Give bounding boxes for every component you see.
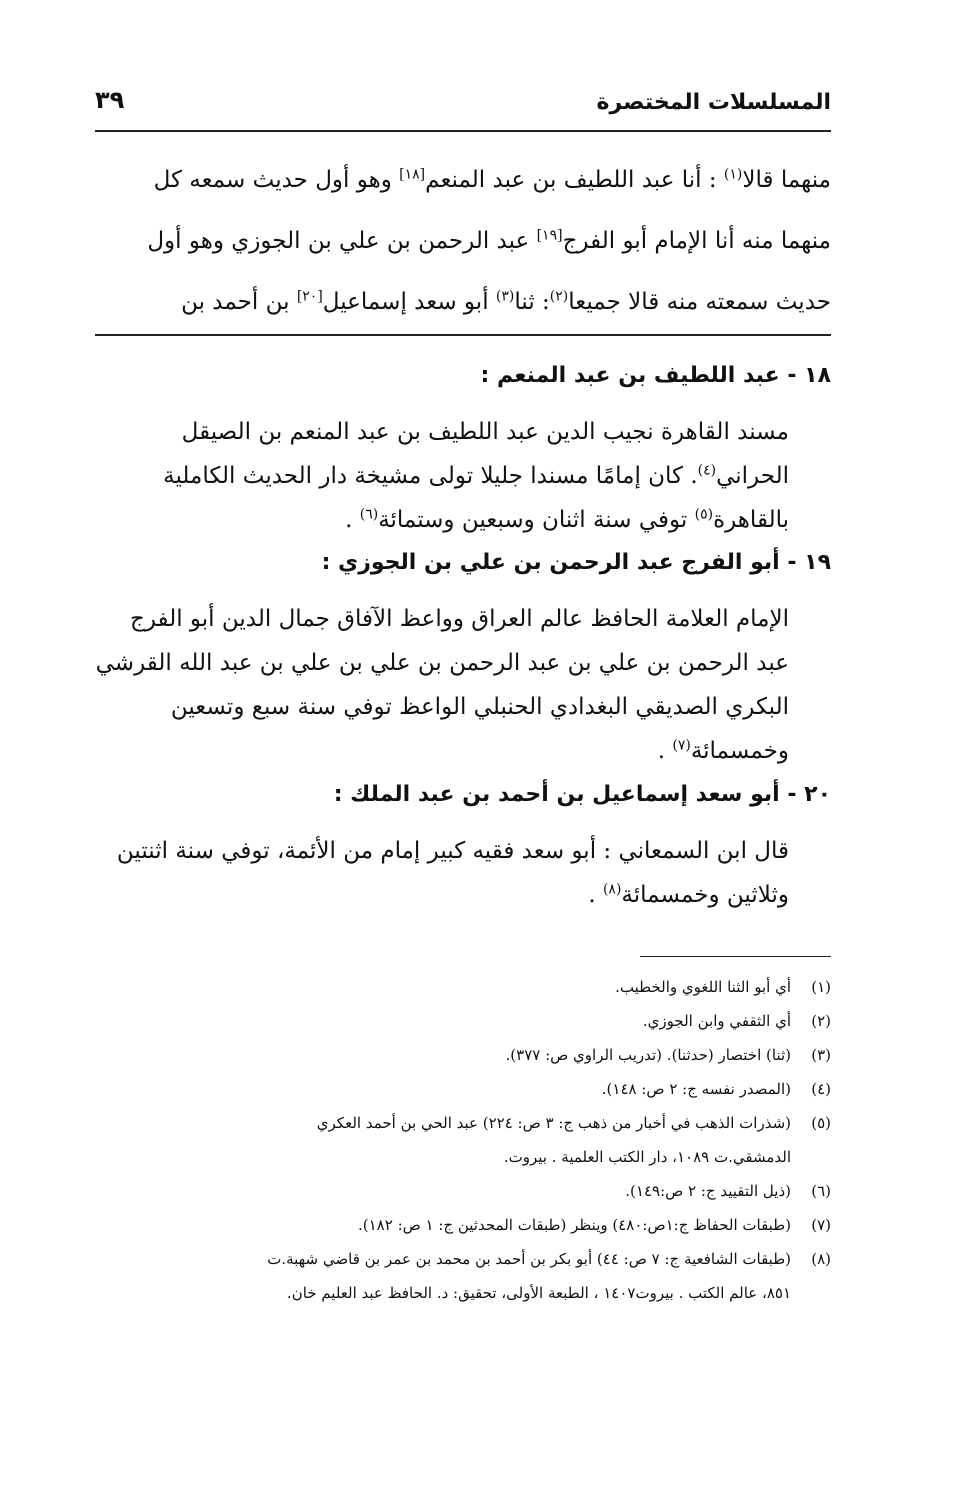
entry-line [95, 829, 789, 873]
text-run: بن أحمد بن [181, 289, 297, 315]
footnote [95, 970, 831, 1004]
text-run: أبو سعد إسماعيل [322, 289, 496, 315]
entry-heading: ٢٠ - أبو سعد إسماعيل بن أحمد بن عبد الملك : [333, 782, 831, 807]
footnote-text [95, 1004, 791, 1038]
footnote [95, 1038, 831, 1072]
entry-line [95, 873, 789, 917]
footnote-number: (٢) [811, 1012, 831, 1030]
entry-ref: [٢٠] [296, 288, 323, 305]
entry-ref: [١٩] [536, 227, 563, 244]
main-text-line [95, 272, 831, 333]
footnote-line: (ثنا) اختصار (حدثنا). (تدريب الراوي ص: ٣٧٧). [505, 1046, 791, 1064]
biography-entry-19 [95, 543, 831, 773]
entry-body [95, 597, 789, 773]
footnote-number: (٦) [811, 1182, 831, 1200]
footnote-ref: (١) [723, 166, 743, 183]
text-run: : ثنا [514, 289, 550, 315]
footnote-rule [640, 956, 831, 957]
biography-entry-20 [95, 775, 831, 917]
footnote-text [95, 1174, 791, 1208]
footnote-ref: (٣) [495, 288, 515, 305]
page-number: ٣٩ [95, 86, 125, 114]
entry-line [95, 410, 789, 454]
text-run: . [657, 738, 673, 764]
entry-ref: [١٨] [399, 166, 426, 183]
footnote-text [95, 1242, 791, 1310]
text-run: عبد الرحمن بن علي بن الجوزي وهو أول [147, 228, 537, 254]
footnote-ref: (٥) [694, 506, 714, 523]
text-run: عبد الرحمن بن علي بن عبد الرحمن بن علي بن علي بن عبد الله القرشي [95, 650, 789, 676]
footnote-line: ٨٥١، عالم الكتب . بيروت١٤٠٧ ، الطبعة الأولى، تحقيق: د. الحافظ عبد العليم خان. [286, 1284, 791, 1302]
entry-heading: ١٩ - أبو الفرج عبد الرحمن بن علي بن الجوزي : [321, 550, 831, 575]
footnote-text [95, 1038, 791, 1072]
entry-line [95, 498, 789, 542]
footnote-text [95, 970, 791, 1004]
footnote [95, 1208, 831, 1242]
text-run: : أنا عبد اللطيف بن عبد المنعم [425, 167, 724, 193]
text-run: مسند القاهرة نجيب الدين عبد اللطيف بن عبد المنعم بن الصيقل [181, 419, 789, 445]
footnote-line: (المصدر نفسه ج: ٢ ص: ١٤٨). [601, 1080, 791, 1098]
text-run: الإمام العلامة الحافظ عالم العراق وواعظ الآفاق جمال الدين أبو الفرج [130, 606, 789, 632]
section-rule [95, 334, 831, 336]
header-rule [95, 130, 831, 132]
entry-body [95, 829, 789, 917]
text-run: . [345, 507, 360, 533]
footnote-line: (طبقات الحفاظ ج:١ص:٤٨٠) وينظر (طبقات المحدثين ج: ١ ص: ١٨٢). [358, 1216, 791, 1234]
footnote [95, 1174, 831, 1208]
entry-body [95, 410, 789, 542]
text-run: وثلاثين وخمسمائة [621, 882, 789, 908]
footnote-text [95, 1208, 791, 1242]
text-run: حديث سمعته منه قالا جميعا [568, 289, 831, 315]
footnote-ref: (٨) [602, 881, 622, 898]
footnote-line: أي أبو الثنا اللغوي والخطيب. [615, 978, 791, 996]
footnote-number: (٥) [811, 1114, 831, 1132]
running-title: المسلسلات المختصرة [596, 90, 831, 115]
footnote-ref: (٧) [672, 737, 691, 754]
entry-line [95, 641, 789, 685]
footnote [95, 1072, 831, 1106]
footnote-number: (٧) [811, 1216, 831, 1234]
footnote [95, 1004, 831, 1038]
main-text-line [95, 150, 831, 211]
footnote-line: (طبقات الشافعية ج: ٧ ص: ٤٤) أبو بكر بن أحمد بن محمد بن عمر بن قاضي شهبة.ت [267, 1250, 791, 1268]
entry-line [95, 454, 789, 498]
footnote-line: (شذرات الذهب في أخبار من ذهب ج: ٣ ص: ٢٢٤) عبد الحي بن أحمد العكري [316, 1114, 791, 1132]
biography-entry-18 [95, 356, 831, 542]
footnote-ref: (٢) [549, 288, 569, 305]
footnote-number: (٤) [811, 1080, 831, 1098]
text-run: منهما منه أنا الإمام أبو الفرج [562, 228, 831, 254]
text-run: توفي سنة اثنان وسبعين وستمائة [378, 507, 695, 533]
footnote [95, 1242, 831, 1310]
main-text-line [95, 211, 831, 272]
footnote [95, 1106, 831, 1174]
main-text [95, 150, 831, 333]
footnote-text [95, 1106, 791, 1174]
footnote-number: (١) [811, 978, 831, 996]
entry-line [95, 729, 789, 773]
text-run: . [588, 882, 603, 908]
text-run: قال ابن السمعاني : أبو سعد فقيه كبير إمام من الأئمة، توفي سنة اثنتين [116, 838, 789, 864]
footnotes [95, 970, 831, 1310]
footnote-line: أي الثقفي وابن الجوزي. [642, 1012, 791, 1030]
footnote-text [95, 1072, 791, 1106]
text-run: الحراني [716, 463, 789, 489]
footnote-number: (٨) [811, 1250, 831, 1268]
footnote-number: (٣) [811, 1046, 831, 1064]
text-run: منهما قالا [742, 167, 831, 193]
text-run: وهو أول حديث سمعه كل [153, 167, 400, 193]
text-run: البكري الصديقي البغدادي الحنبلي الواعظ توفي سنة سبع وتسعين [170, 694, 789, 720]
footnote-ref: (٤) [697, 462, 717, 479]
entry-line [95, 685, 789, 729]
footnote-line: (ذيل التقييد ج: ٢ ص:١٤٩). [625, 1182, 791, 1200]
footnote-ref: (٦) [359, 506, 379, 523]
entry-heading: ١٨ - عبد اللطيف بن عبد المنعم : [480, 363, 831, 388]
text-run: . كان إمامًا مسندا جليلا تولى مشيخة دار الحديث الكاملية [163, 463, 698, 489]
footnote-line: الدمشقي.ت ١٠٨٩، دار الكتب العلمية . بيروت. [503, 1148, 791, 1166]
text-run: بالقاهرة [713, 507, 789, 533]
entry-line [95, 597, 789, 641]
text-run: وخمسمائة [690, 738, 789, 764]
